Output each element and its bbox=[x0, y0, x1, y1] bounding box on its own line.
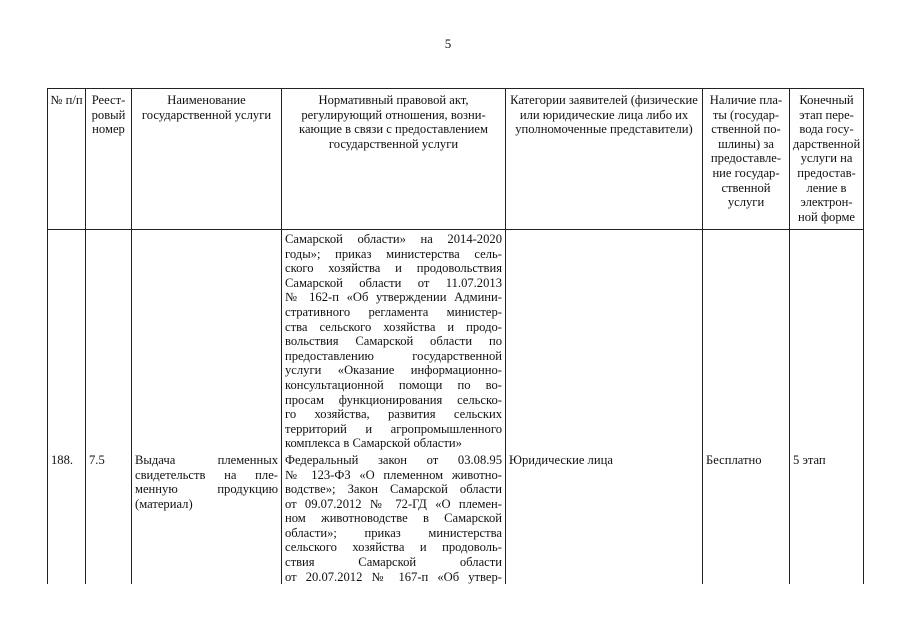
service-name-line: свидетельств на пле- bbox=[135, 467, 278, 482]
act-line: го хозяйства, развития сельских bbox=[285, 407, 502, 422]
row-service-name bbox=[132, 451, 282, 584]
row-applicants: Юридические лица bbox=[506, 451, 703, 584]
act-line: консультационной помощи по во- bbox=[285, 377, 502, 392]
service-name-line: (материал) bbox=[135, 496, 193, 511]
page-number: 5 bbox=[444, 36, 452, 51]
header-fee: Наличие пла- ты (государ- ственной по- шлины) за предоставле- ние государ- ственной услуги bbox=[703, 89, 790, 230]
continuation-stage-cell bbox=[790, 230, 864, 451]
act-line: Самарской области от 11.07.2013 bbox=[285, 275, 502, 290]
act-line: от 09.07.2012 № 72-ГД «О племен- bbox=[285, 496, 502, 511]
continuation-applicants-cell bbox=[506, 230, 703, 451]
header-registry-number: Реест- ровый номер bbox=[86, 89, 132, 230]
header-applicant-categories: Категории заявителей (физические или юридические лица либо их уполномоченные представители) bbox=[506, 89, 703, 230]
continuation-fee-cell bbox=[703, 230, 790, 451]
act-line: водстве»; Закон Самарской области bbox=[285, 482, 502, 497]
act-line: стративного регламента министер- bbox=[285, 304, 502, 319]
services-registry-table bbox=[47, 88, 864, 584]
table-row bbox=[48, 451, 864, 584]
act-line: № 162-п «Об утверждении Админи- bbox=[285, 290, 502, 305]
header-number: № п/п bbox=[48, 89, 86, 230]
row-legal-act bbox=[282, 451, 506, 584]
continuation-number-cell bbox=[48, 230, 86, 451]
continuation-act-cell bbox=[282, 230, 506, 451]
act-line: ном животноводстве в Самарской bbox=[285, 511, 502, 526]
header-legal-act: Нормативный правовой акт, регулирующий отношения, возни- кающие в связи с предоставлением государственной услуги bbox=[282, 89, 506, 230]
act-line: Федеральный закон от 03.08.95 bbox=[285, 452, 502, 467]
act-line: области»; приказ министерства bbox=[285, 525, 502, 540]
row-final-stage: 5 этап bbox=[790, 451, 864, 584]
act-line: ства сельского хозяйства и продо- bbox=[285, 319, 502, 334]
act-line: предоставлению государственной bbox=[285, 348, 502, 363]
table-header-row bbox=[48, 89, 864, 230]
row-registry-number: 7.5 bbox=[86, 451, 132, 584]
act-line: сельского хозяйства и продоволь- bbox=[285, 540, 502, 555]
act-line: годы»; приказ министерства сель- bbox=[285, 246, 502, 261]
service-name-line: менную продукцию bbox=[135, 482, 278, 497]
act-line: просам функционирования сельско- bbox=[285, 392, 502, 407]
act-line: вольствия Самарской области по bbox=[285, 334, 502, 349]
header-final-stage: Конечный этап пере- вода госу- дарственной услуги на предостав- ление в электрон- ной форме bbox=[790, 89, 864, 230]
service-name-line: Выдача племенных bbox=[135, 452, 278, 467]
continuation-row bbox=[48, 230, 864, 451]
act-line: Самарской области» на 2014-2020 bbox=[285, 232, 502, 246]
row-number: 188. bbox=[48, 451, 86, 584]
act-line: территорий и агропромышленного bbox=[285, 421, 502, 436]
act-line: ского хозяйства и продовольствия bbox=[285, 261, 502, 276]
header-service-name: Наименование государственной услуги bbox=[132, 89, 282, 230]
continuation-service-cell bbox=[132, 230, 282, 451]
act-line: ствия Самарской области bbox=[285, 555, 502, 570]
act-line-last: комплекса в Самарской области» bbox=[285, 436, 462, 451]
act-line: услуги «Оказание информационно- bbox=[285, 363, 502, 378]
continuation-registry-cell bbox=[86, 230, 132, 451]
act-line: № 123-ФЗ «О племенном животно- bbox=[285, 467, 502, 482]
row-fee: Бесплатно bbox=[703, 451, 790, 584]
act-line: от 20.07.2012 № 167-п «Об утвер- bbox=[285, 569, 502, 584]
